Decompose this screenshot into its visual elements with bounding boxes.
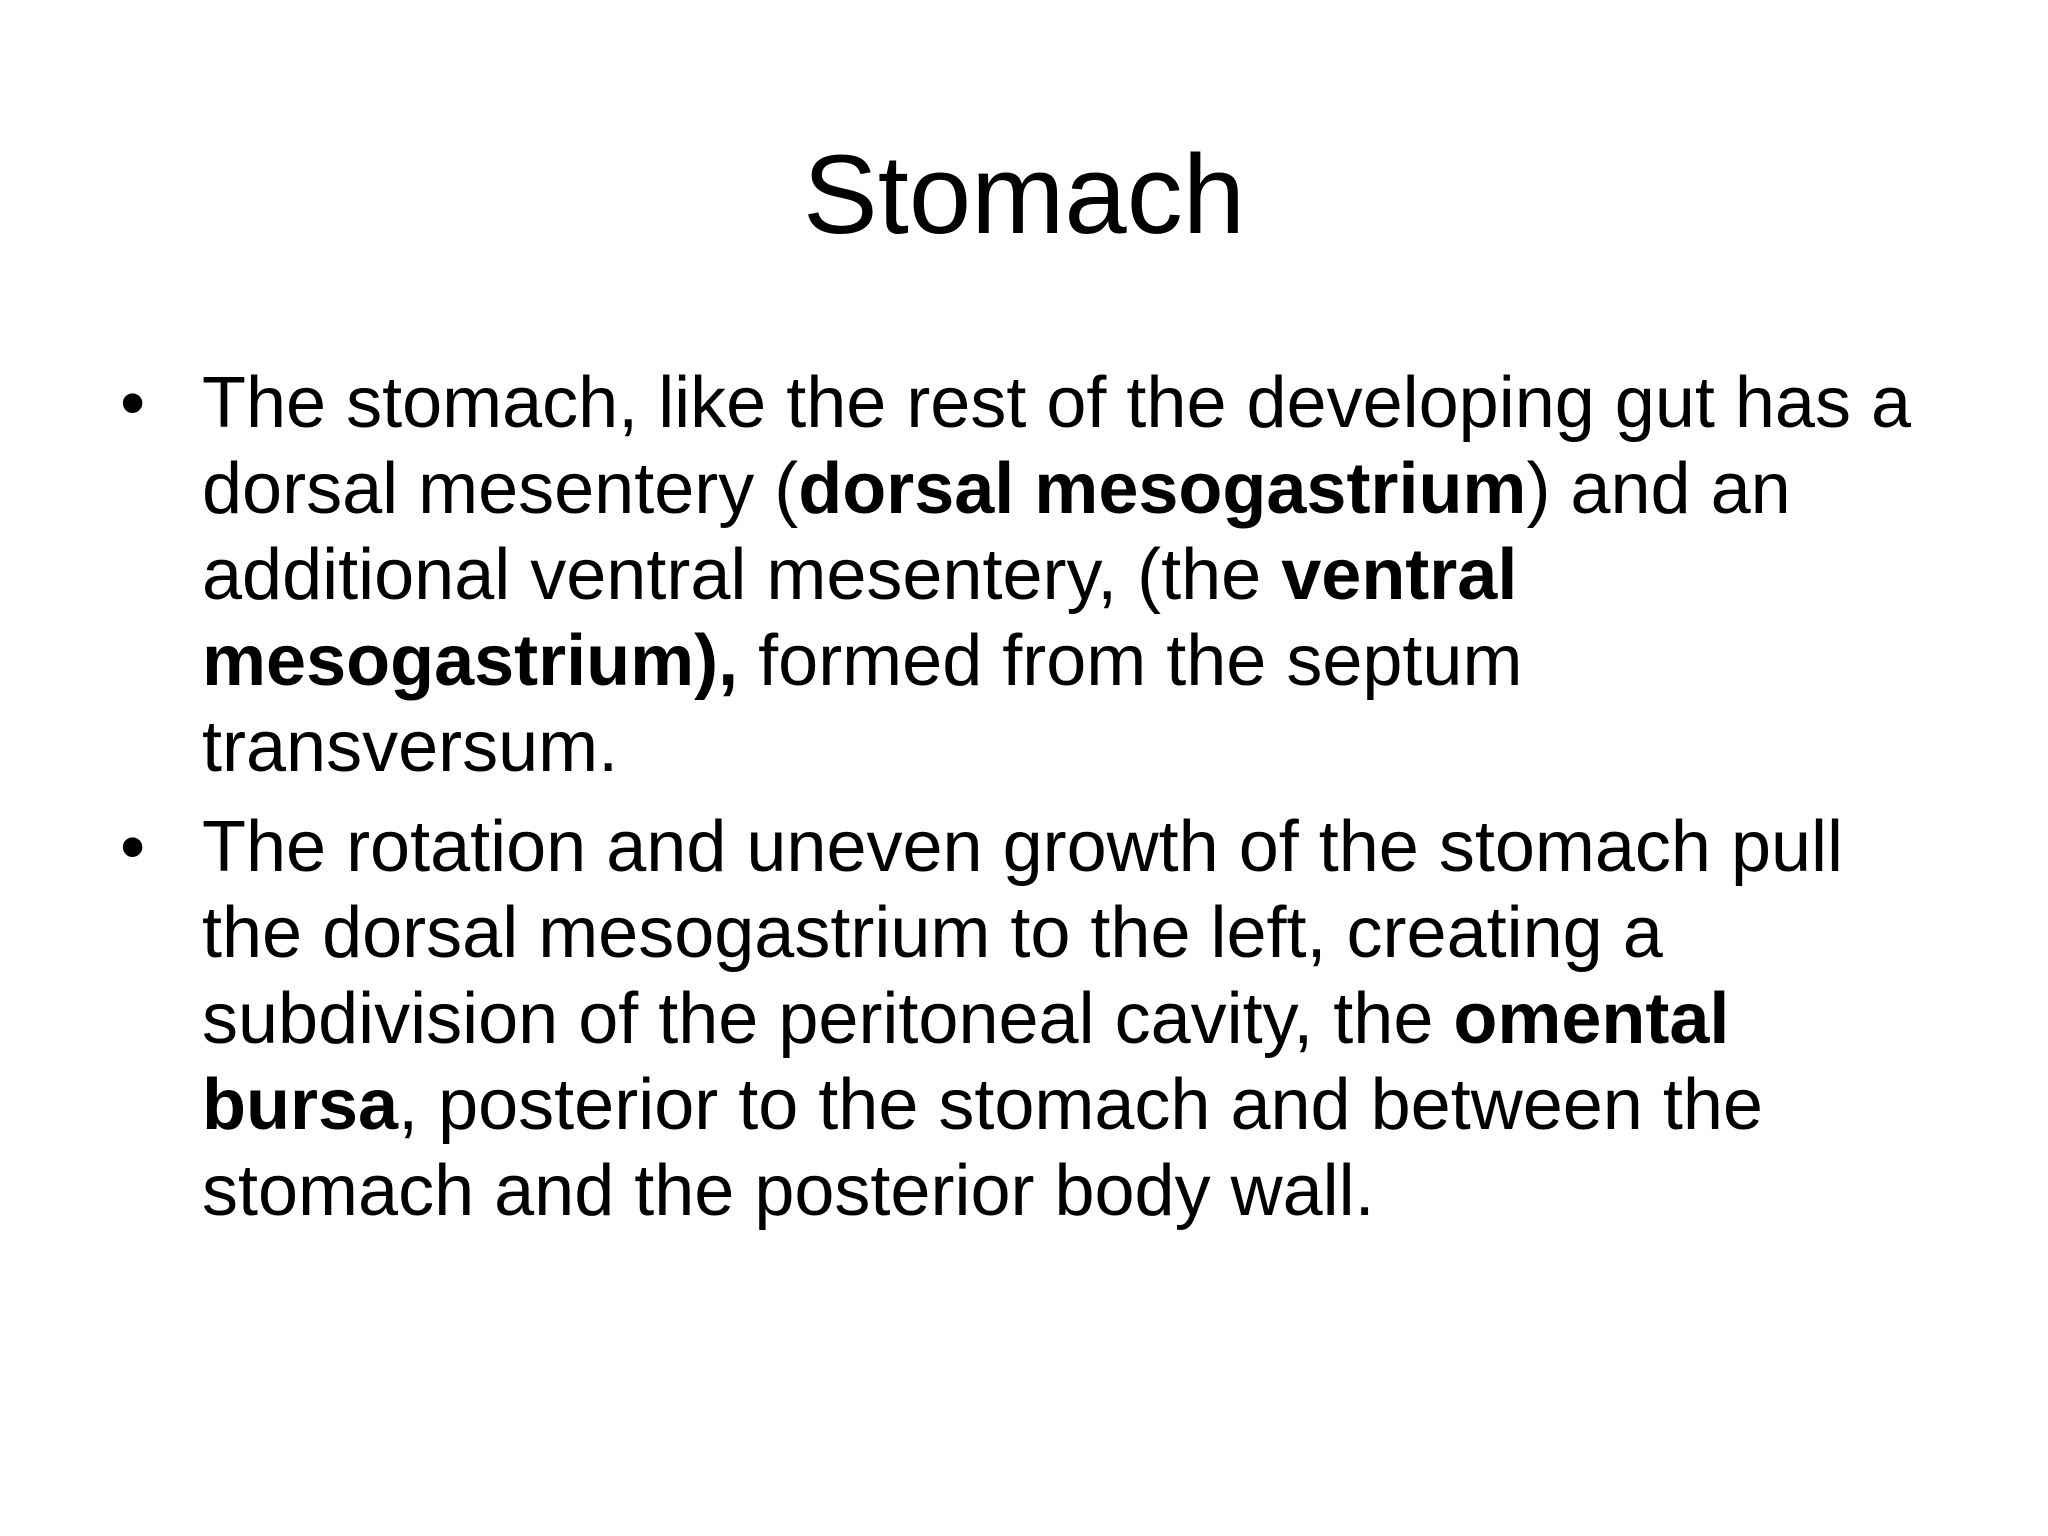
bullet-list	[120, 360, 1950, 1248]
bold-term-ventral-mesogastrium: ventral mesogastrium),	[202, 535, 1518, 701]
bullet-icon: •	[120, 807, 146, 887]
bullet-item	[120, 804, 1950, 1234]
bullet-text-segment: formed from the septum transversum.	[202, 621, 1523, 787]
bullet-text-segment: ) and an additional ventral mesentery, (the	[202, 449, 1791, 615]
slide-title: Stomach	[803, 132, 1245, 257]
bullet-text-segment: The stomach, like the rest of the developing gut has a dorsal mesentery (	[202, 363, 1912, 529]
bold-term-omental-bursa: omental bursa	[202, 979, 1730, 1145]
bullet-item	[120, 360, 1950, 790]
bullet-text-segment: The rotation and uneven growth of the stomach pull the dorsal mesogastrium to the left, creating a subdivision of the peritoneal cavity, the	[202, 807, 1844, 1059]
bold-term-dorsal-mesogastrium: dorsal mesogastrium	[798, 449, 1527, 529]
bullet-text-segment: , posterior to the stomach and between the stomach and the posterior body wall.	[202, 1065, 1763, 1231]
bullet-icon: •	[120, 363, 146, 443]
